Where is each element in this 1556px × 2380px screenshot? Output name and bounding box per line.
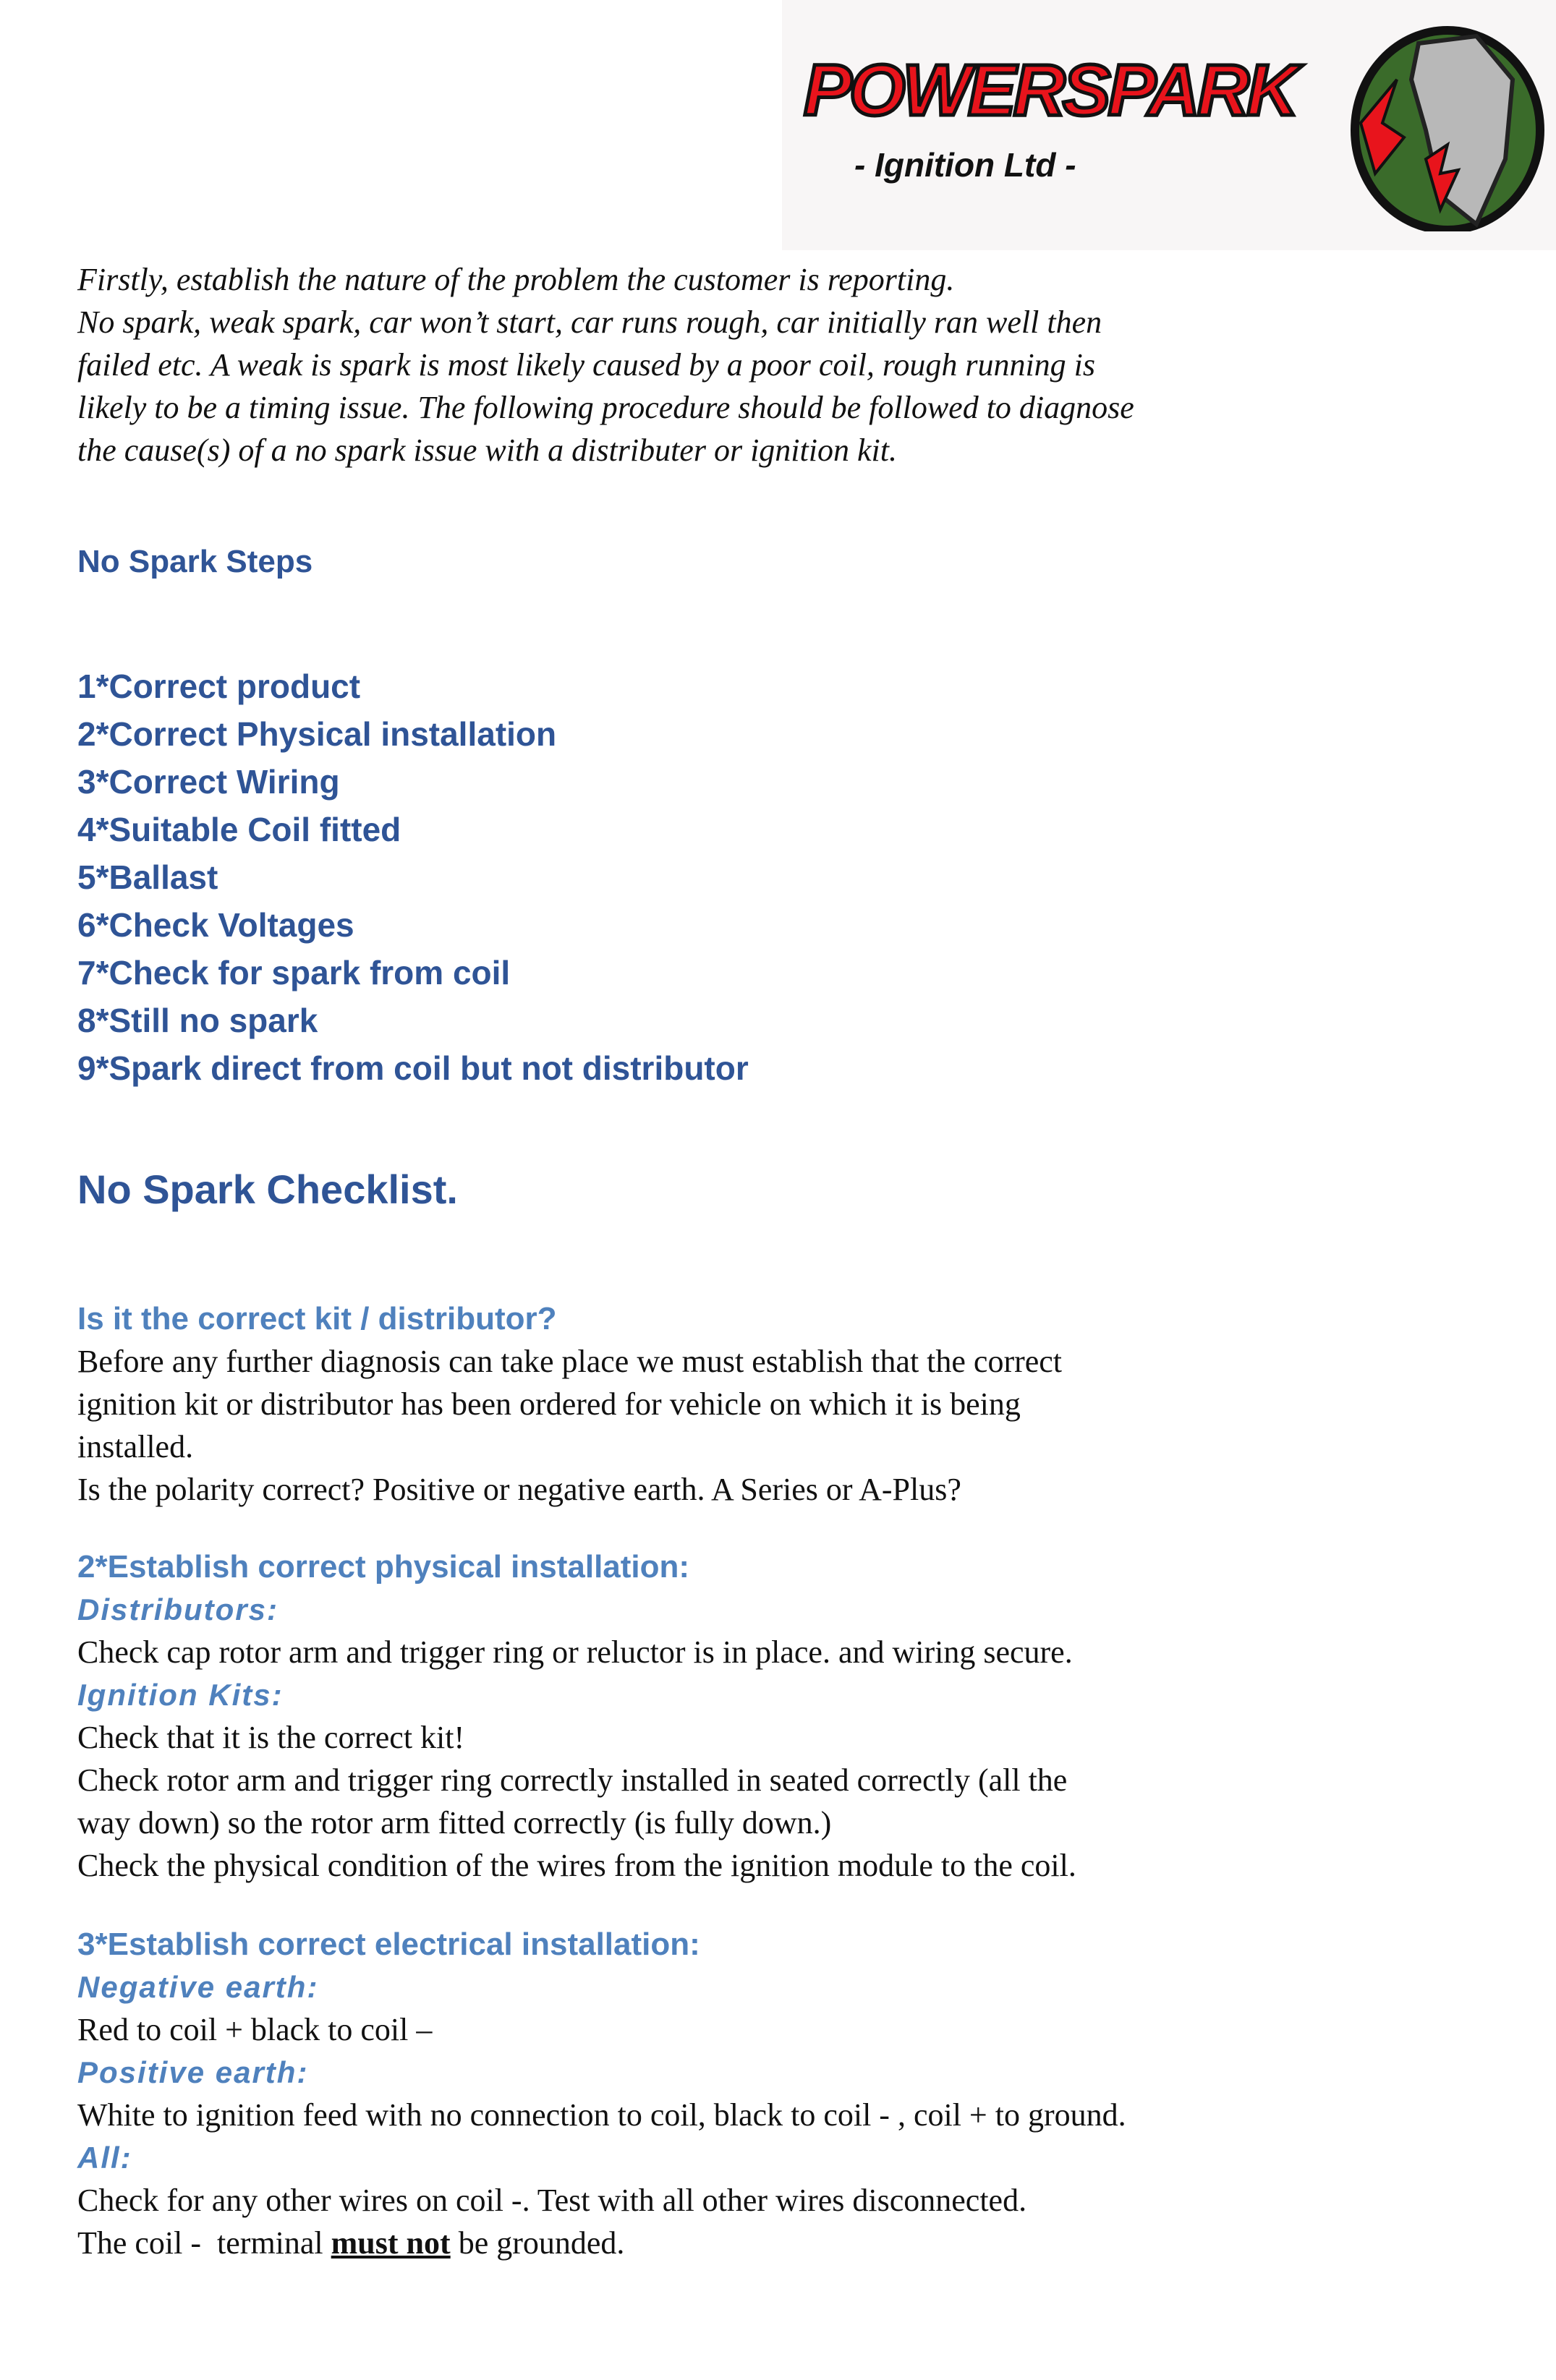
subheading: Negative earth:	[77, 1970, 319, 2004]
section-heading: 2*Establish correct physical installation:	[77, 1549, 690, 1584]
intro-line: Firstly, establish the nature of the problem the customer is reporting.	[77, 262, 955, 297]
step-item: 3*Correct Wiring	[77, 763, 340, 801]
intro-line: likely to be a timing issue. The following procedure should be followed to diagnose	[77, 390, 1134, 425]
warning-text: The coil - terminal	[77, 2225, 331, 2261]
body-line: Check that it is the correct kit!	[77, 1720, 465, 1755]
steps-list	[77, 662, 1452, 1092]
step-item: 6*Check Voltages	[77, 906, 354, 944]
warning-text: be grounded.	[450, 2225, 625, 2261]
section-heading: 3*Establish correct electrical installation:	[77, 1927, 700, 1962]
step-item: 5*Ballast	[77, 858, 218, 896]
body-line: Is the polarity correct? Positive or negative earth. A Series or A-Plus?	[77, 1472, 961, 1507]
step-item: 7*Check for spark from coil	[77, 954, 511, 991]
body-line: Check for any other wires on coil -. Test with all other wires disconnected.	[77, 2183, 1027, 2218]
step-item: 2*Correct Physical installation	[77, 715, 557, 753]
body-line: Check rotor arm and trigger ring correctly installed in seated correctly (all the	[77, 1762, 1068, 1798]
body-line: installed.	[77, 1429, 194, 1464]
logo-wordmark: POWERSPARK	[804, 50, 1296, 131]
body-line: Red to coil + black to coil –	[77, 2012, 433, 2047]
body-line: Check cap rotor arm and trigger ring or reluctor is in place. and wiring secure.	[77, 1634, 1073, 1670]
intro-line: No spark, weak spark, car won’t start, car runs rough, car initially ran well then	[77, 304, 1102, 340]
step-item: 8*Still no spark	[77, 1002, 318, 1039]
body-line: ignition kit or distributor has been ordered for vehicle on which it is being	[77, 1386, 1021, 1422]
intro-line: the cause(s) of a no spark issue with a distributer or ignition kit.	[77, 432, 897, 468]
step-item: 1*Correct product	[77, 667, 361, 705]
subheading: Ignition Kits:	[77, 1678, 284, 1712]
company-logo	[782, 0, 1556, 250]
section-correct-kit	[77, 1297, 1452, 1511]
intro-line: failed etc. A weak is spark is most likely caused by a poor coil, rough running is	[77, 347, 1096, 383]
step-item: 4*Suitable Coil fitted	[77, 811, 401, 848]
steps-heading: No Spark Steps	[77, 544, 313, 579]
section-heading: Is it the correct kit / distributor?	[77, 1301, 557, 1336]
subheading: Positive earth:	[77, 2055, 309, 2089]
logo-tagline: - Ignition Ltd -	[854, 146, 1076, 184]
step-item: 9*Spark direct from coil but not distributor	[77, 1049, 749, 1087]
subheading: Distributors:	[77, 1592, 279, 1626]
subheading: All:	[77, 2141, 132, 2175]
body-line: way down) so the rotor arm fitted correctly (is fully down.)	[77, 1805, 832, 1841]
body-line: Before any further diagnosis can take place we must establish that the correct	[77, 1344, 1063, 1379]
body-line: White to ignition feed with no connection to coil, black to coil - , coil + to ground.	[77, 2097, 1126, 2133]
section-electrical-installation	[77, 1923, 1452, 2264]
logo-fist-icon	[1332, 14, 1549, 231]
warning-line	[77, 2222, 1452, 2264]
intro-paragraph	[77, 258, 1452, 472]
body-line: Check the physical condition of the wires from the ignition module to the coil.	[77, 1848, 1076, 1883]
emphasis-must-not: must not	[331, 2225, 451, 2261]
checklist-heading: No Spark Checklist.	[77, 1166, 458, 1212]
section-physical-installation	[77, 1545, 1452, 1887]
